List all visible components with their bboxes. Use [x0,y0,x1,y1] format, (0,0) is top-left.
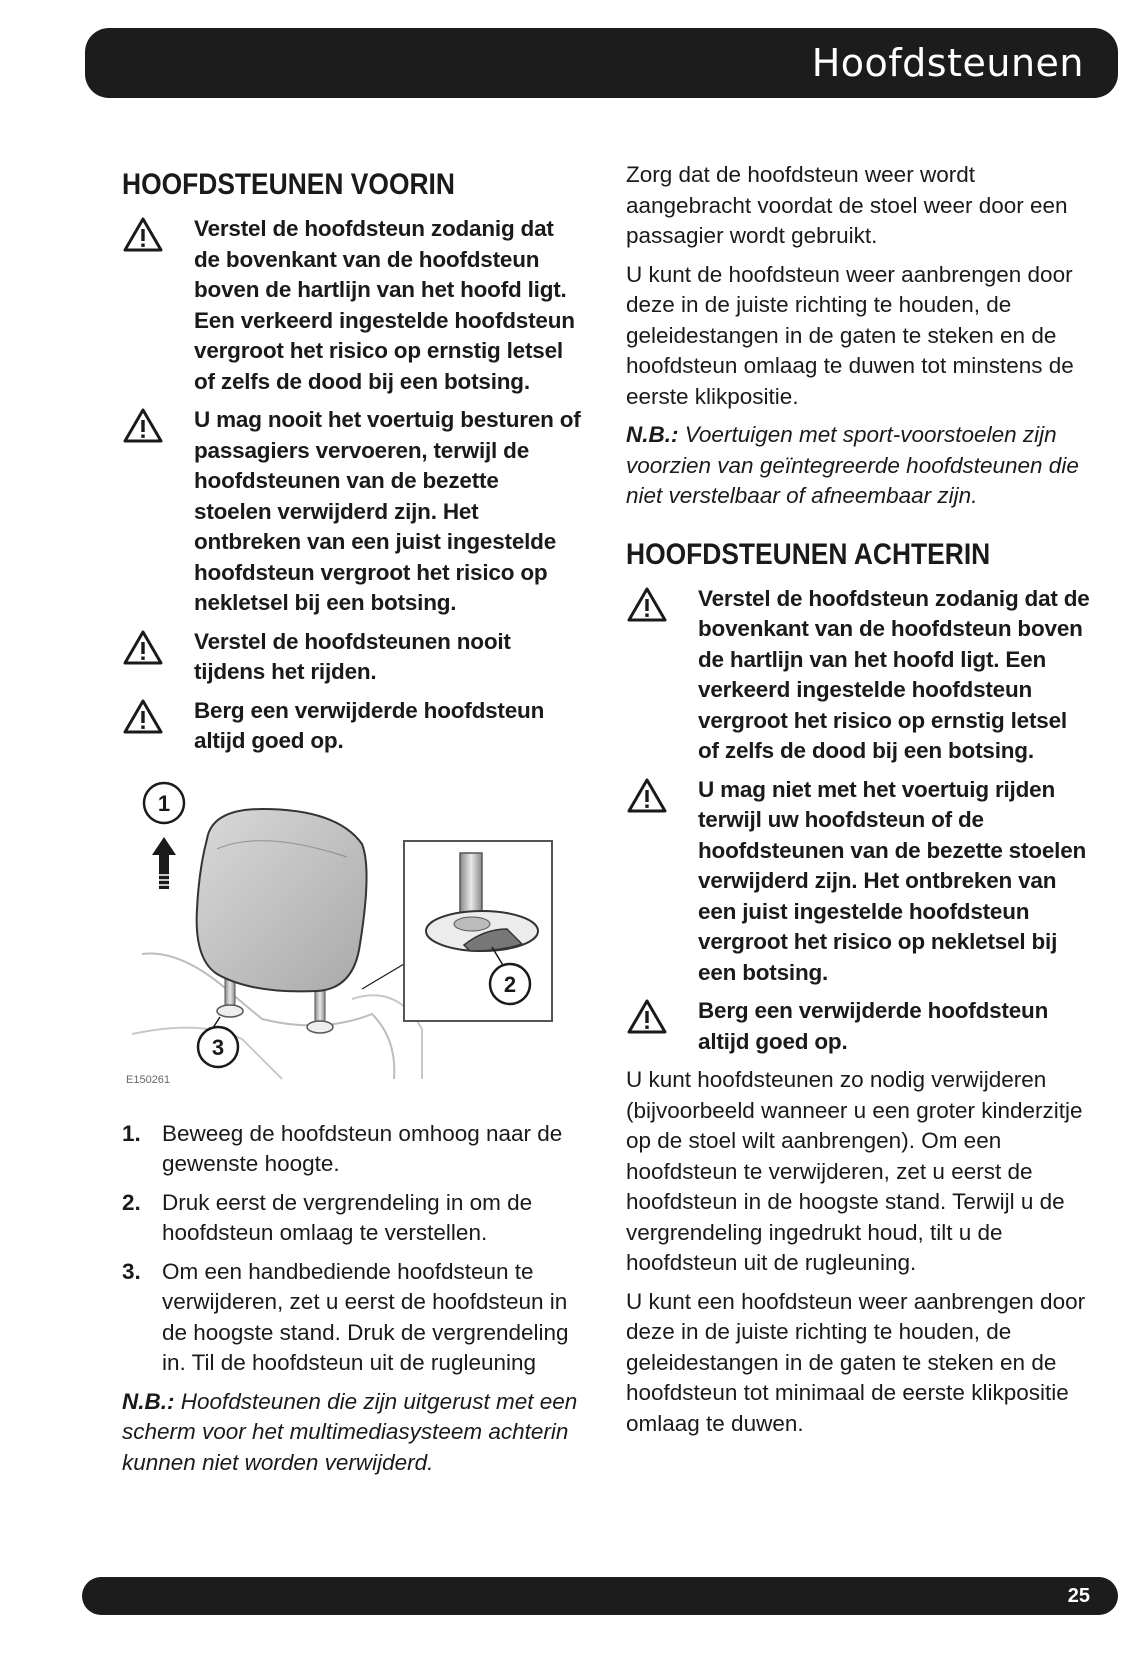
callout-3-label: 3 [211,1034,225,1060]
warning-triangle-icon [626,998,668,1036]
step-number: 1. [122,1120,141,1146]
headrest-body [197,809,367,991]
header-bar [85,28,1118,98]
paragraph: Zorg dat de hoofdsteun weer wordt aangebracht voordat de stoel weer door een passagier wordt gebruikt. [626,162,1068,248]
warning-triangle-icon [122,629,164,667]
note-text: Hoofdsteunen die zijn uitgerust met een scherm voor het multimediasysteem achterin kunnen niet worden verwijderd. [122,1388,578,1475]
warning-triangle-icon [122,407,164,445]
warning-text: U mag nooit het voertuig besturen of passagiers vervoeren, terwijl de hoofdsteunen van de bezette stoelen verwijderd zijn. Het ontbreken van een juist ingestelde hoofdsteun vergroot het risico op nekletsel bij een botsing. [194,407,581,615]
note [626,420,1091,512]
step-text: Beweeg de hoofdsteun omhoog naar de gewenste hoogte. [162,1120,563,1176]
step-list [122,1119,582,1379]
warning-triangle-icon [626,586,668,624]
warning-text: U mag niet met het voertuig rijden terwijl uw hoofdsteun of de hoofdsteunen van de bezette stoelen verwijderd zijn. Het ontbreken van een juist ingestelde hoofdsteun vergroot het risico op nekletsel bij een botsing. [698,776,1087,985]
note-label: N.B.: [626,422,679,447]
step-number: 2. [122,1189,141,1215]
right-column [626,160,1091,1447]
page-title: Hoofdsteunen [811,41,1084,85]
paragraph: U kunt hoofdsteunen zo nodig verwijderen (bijvoorbeeld wanneer u een groter kinderzitje op de stoel wilt aanbrengen). Om een hoofdsteun te verwijderen, zet u eerst de hoofdsteun in de hoogste stand. Terwijl u de vergrendeling ingedrukt houd, tilt u de hoofdsteun uit de rugleuning. [626,1067,1083,1275]
left-column [122,160,582,1486]
headrest-drawing [122,779,582,1099]
arrow-up-icon [152,837,176,889]
warning-text: Verstel de hoofdsteun zodanig dat de bovenkant van de hoofdsteun boven de hartlijn van het hoofd ligt. Een verkeerd ingestelde hoofdsteun vergroot het risico op ernstig letsel of zelfs de dood bij een botsing. [698,585,1090,763]
list-item [122,1119,582,1180]
footer-bar [82,1577,1118,1615]
paragraph: U kunt een hoofdsteun weer aanbrengen door deze in de juiste richting te houden, de geleidestangen in de gaten te steken en de hoofdsteun tot minimaal de eerste klikpositie omlaag te duwen. [626,1288,1086,1436]
warning-block [122,405,582,619]
note [122,1387,582,1479]
warning-block [122,214,582,397]
warning-block [122,696,582,757]
list-item [122,1188,582,1249]
warning-block [122,627,582,688]
warning-text: Berg een verwijderde hoofdsteun altijd goed op. [194,697,545,753]
callout-1-label: 1 [157,790,171,816]
warning-text: Verstel de hoofdsteun zodanig dat de bovenkant van de hoofdsteun boven de hartlijn van het hoofd ligt. Een verkeerd ingestelde hoofdsteun vergroot het risico op ernstig letsel of zelfs de dood bij een botsing. [194,216,575,394]
step-number: 3. [122,1258,141,1284]
list-item [122,1257,582,1379]
paragraph: U kunt de hoofdsteun weer aanbrengen door deze in de juiste richting te houden, de geleidestangen in de gaten te steken en de hoofdsteun omlaag te duwen tot minstens de eerste klikpositie. [626,261,1074,409]
headrest-illustration [122,779,582,1099]
figure-code: E150261 [126,1073,171,1086]
note-label: N.B.: [122,1388,175,1414]
callout-2-label: 2 [503,971,517,997]
warning-text: Verstel de hoofdsteunen nooit tijdens het rijden. [194,628,511,684]
warning-block [626,775,1091,989]
warning-triangle-icon [626,777,668,815]
step-text: Druk eerst de vergrendeling in om de hoofdsteun omlaag te verstellen. [162,1189,533,1245]
section-heading-front: HOOFDSTEUNEN VOORIN [122,168,455,201]
warning-block [626,996,1091,1057]
warning-block [626,584,1091,767]
warning-triangle-icon [122,698,164,736]
section-heading-rear: HOOFDSTEUNEN ACHTERIN [626,537,991,571]
page-number: 25 [1067,1584,1090,1607]
warning-triangle-icon [122,216,164,254]
note-text: Voertuigen met sport-voorstoelen zijn voorzien van geïntegreerde hoofdsteunen die niet verstelbaar of afneembaar zijn. [626,422,1079,508]
step-text: Om een handbediende hoofdsteun te verwijderen, zet u eerst de hoofdsteun in de hoogste stand. Druk de vergrendeling in. Til de hoofdsteun uit de rugleuning [162,1258,569,1375]
warning-text: Berg een verwijderde hoofdsteun altijd goed op. [698,998,1049,1054]
